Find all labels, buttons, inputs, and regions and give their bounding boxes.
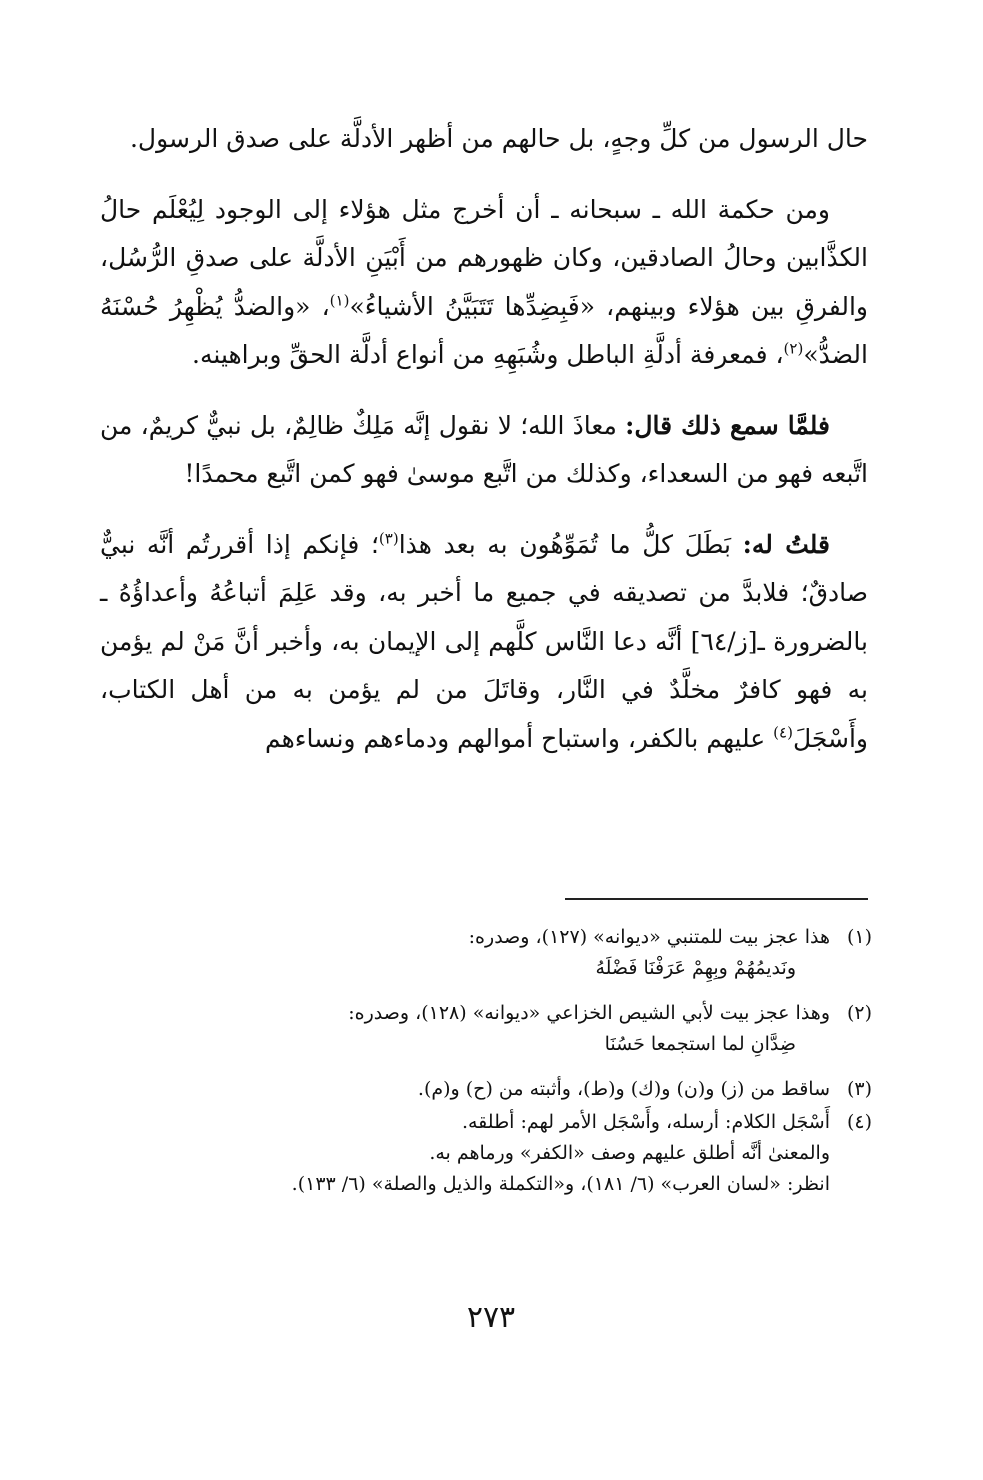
footnote-source: انظر: «لسان العرب» (٦/ ١٨١)، و«التكملة والذيل والصلة» (٦/ ١٣٣). <box>291 1173 830 1195</box>
paragraph-text: حال الرسول من كلِّ وجهٍ، بل حالهم من أظهر الأدلَّة على صدق الرسول. <box>129 124 868 153</box>
footnote-ref-2[interactable]: (٢) <box>783 339 804 358</box>
footnotes <box>110 922 872 1214</box>
footnote-body <box>110 1074 830 1105</box>
footnote-number: (١) <box>846 926 872 948</box>
footnote-text: والمعنىٰ أنَّه أطلق عليهم وصف «الكفر» ورماهم به. <box>429 1142 830 1164</box>
paragraph-text: عليهم بالكفر، واستباح أموالهم ودماءهم ونساءهم <box>264 723 774 753</box>
paragraph-text: بَطَلَ كلُّ ما تُمَوِّهُون به بعد هذا <box>398 529 743 559</box>
footnote-ref-1[interactable]: (١) <box>329 291 350 310</box>
footnote-ref-3[interactable]: (٣) <box>378 529 399 548</box>
paragraph-lead: فلمَّا سمع ذلك قال: <box>625 410 830 440</box>
footnote-number: (٢) <box>846 1002 872 1024</box>
footnote-2 <box>110 998 872 1060</box>
footnote-1 <box>110 922 872 984</box>
footnote-ref-4[interactable]: (٤) <box>773 723 793 742</box>
paragraph-lead: قلتُ له: <box>742 529 830 559</box>
paragraph-4 <box>100 521 868 764</box>
paragraph-text: ، فمعرفة أدلَّةِ الباطل وشُبَهِهِ من أنواع أدلَّة الحقِّ وبراهينه. <box>192 340 784 369</box>
footnote-text: وهذا عجز بيت لأبي الشيص الخزاعي «ديوانه» (١٢٨)، وصدره: <box>348 1002 830 1024</box>
paragraph-1 <box>100 115 868 164</box>
footnote-text: هذا عجز بيت للمتنبي «ديوانه» (١٢٧)، وصدره: <box>468 926 830 948</box>
footnote-body <box>110 922 830 984</box>
footnote-body <box>110 1107 830 1200</box>
paragraph-text: ؛ فإنكم إذا أقررتُم أنَّه نبيٌّ صادقٌ؛ فلابدَّ من تصديقه في جميع ما أخبر به، وقد عَلِمَ أتباعُهُ وأعداؤُهُ ـ بالضرورة ـ[ز/٦٤] أنَّه دعا النَّاس كلَّهم إلى الإيمان به، وأخبر أنَّ مَنْ لم يؤمن به فهو كافرٌ مخلَّدٌ في النَّار، وقاتَلَ من لم يؤمن به من أهل الكتاب، وأَسْجَلَ <box>100 529 868 753</box>
footnote-separator <box>565 898 868 900</box>
main-text <box>100 115 868 785</box>
paragraph-text: ، «والضدُّ يُظْهِرُ حُسْنَهُ الضدُّ» <box>100 291 868 369</box>
paragraph-2 <box>100 186 868 380</box>
paragraph-3 <box>100 402 868 499</box>
footnote-verse: ضِدَّانِ لما استجمعا حَسُنَا <box>604 1033 796 1055</box>
footnote-body <box>110 998 830 1060</box>
paragraph-text: معاذَ الله؛ لا نقول إنَّه مَلِكٌ ظالِمٌ، بل نبيٌّ كريمٌ، من اتَّبعه فهو من السعداء، وكذلك من اتَّبع موسىٰ فهو كمن اتَّبع محمدًا! <box>100 410 868 488</box>
page-number: ٢٧٣ <box>466 1300 516 1335</box>
footnote-number: (٤) <box>846 1111 872 1133</box>
footnote-text: أَسْجَل الكلام: أرسله، وأَسْجَل الأمر لهم: أطلقه. <box>461 1111 830 1133</box>
footnote-number: (٣) <box>846 1078 872 1100</box>
footnote-text: ساقط من (ز) و(ن) و(ك) و(ط)، وأثبته من (ح) و(م). <box>417 1078 830 1100</box>
footnote-3 <box>110 1074 872 1105</box>
footnote-4 <box>110 1107 872 1200</box>
footnote-verse: ونَديمُهُمْ وبِهِمْ عَرَفْنَا فَضْلَهُ <box>595 957 796 979</box>
paragraph-text: ومن حكمة الله ـ سبحانه ـ أن أخرج مثل هؤلاء إلى الوجود لِيُعْلَم حالُ الكذَّابين وحالُ الصادقين، وكان ظهورهم من أَبْيَنِ الأدلَّة على صدقِ الرُّسُل، والفرقِ بين هؤلاء وبينهم، «فَبِضِدِّها تَتَبَيَّنُ الأشياءُ» <box>100 194 868 321</box>
